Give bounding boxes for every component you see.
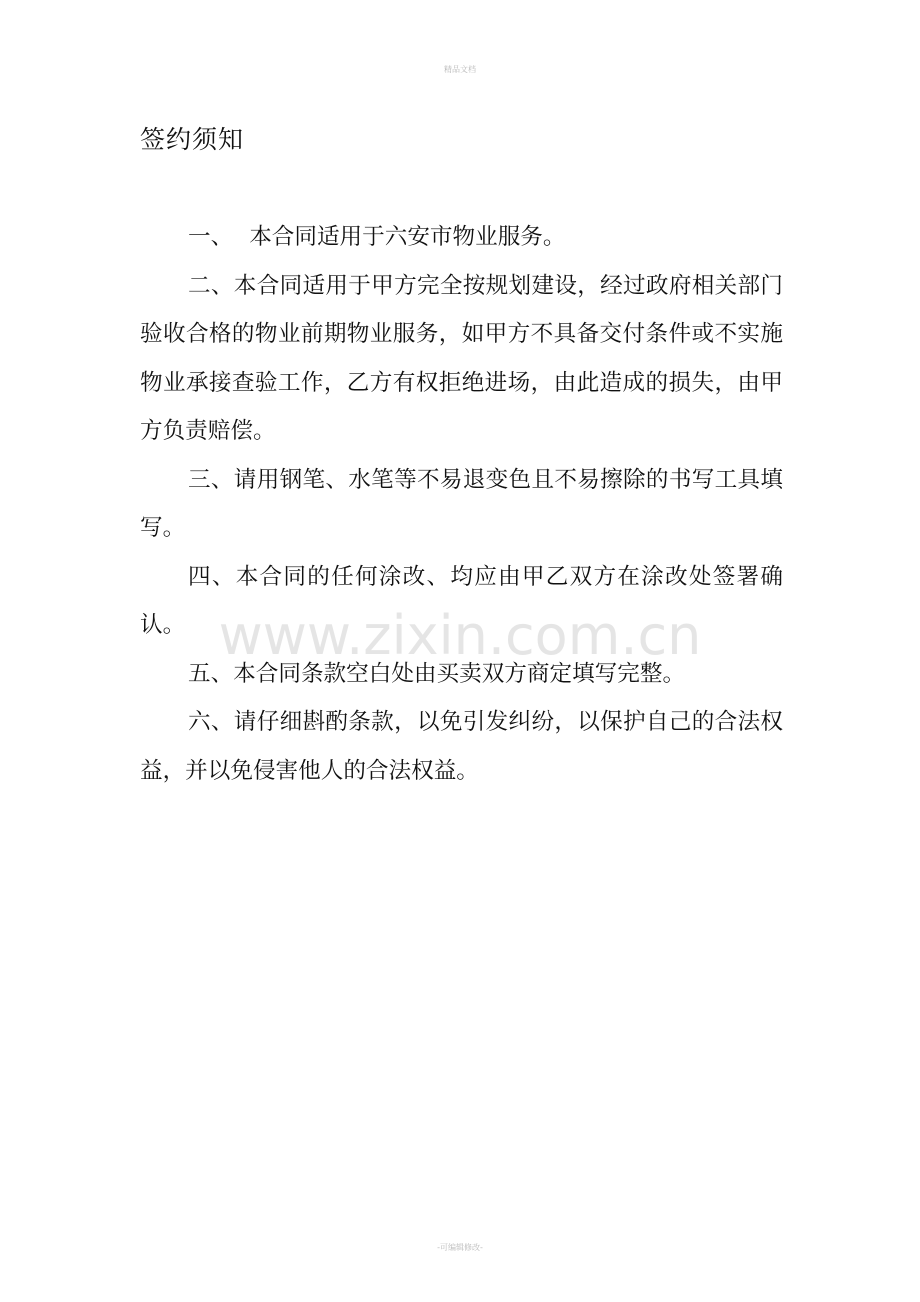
document-body: [140, 213, 783, 795]
page-footer: -可编辑修改-: [437, 1243, 483, 1252]
document-title: 签约须知: [140, 125, 245, 154]
clause-2: 二、本合同适用于甲方完全按规划建设，经过政府相关部门验收合格的物业前期物业服务，如甲方不具备交付条件或不实施物业承接查验工作，乙方有权拒绝进场，由此造成的损失，由甲方负责赔偿。: [140, 272, 783, 444]
clause-1-number: 一、: [188, 224, 234, 250]
watermark: www.zixin.com.cn: [218, 604, 702, 667]
clause-6: 六、请仔细斟酌条款，以免引发纠纷，以保护自己的合法权益，并以免侵害他人的合法权益。: [140, 709, 783, 784]
page-header: 精品文档: [444, 65, 476, 74]
clause-1: [140, 213, 783, 262]
clause-1-text: 本合同适用于六安市物业服务。: [249, 224, 566, 250]
clause-3: 三、请用钢笔、水笔等不易退变色且不易擦除的书写工具填写。: [140, 466, 783, 541]
clause-5: 五、本合同条款空白处由买卖双方商定填写完整。: [188, 660, 686, 687]
clause-4: 四、本合同的任何涂改、均应由甲乙双方在涂改处签署确认。: [140, 563, 783, 638]
